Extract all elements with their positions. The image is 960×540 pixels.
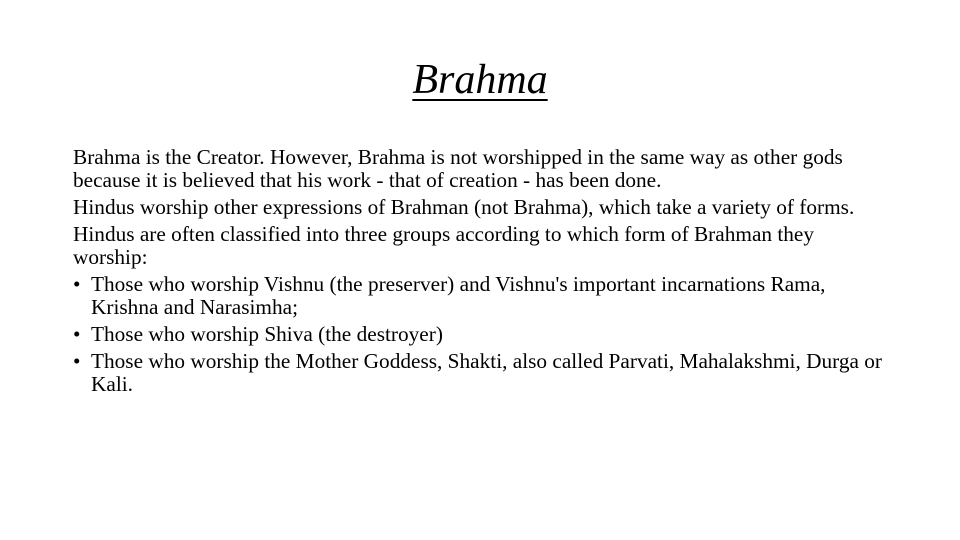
bullet-item-shakti [73, 350, 883, 396]
bullet-list [73, 273, 883, 396]
paragraph-creator: Brahma is the Creator. However, Brahma is not worshipped in the same way as other gods because it is believed that his work - that of creation - has been done. [73, 145, 843, 192]
slide-body [73, 146, 883, 400]
bullet-dot-icon: • [73, 349, 81, 373]
paragraph-brahman-expressions: Hindus worship other expressions of Brahman (not Brahma), which take a variety of forms. [73, 195, 855, 219]
slide-title: Brahma [412, 57, 548, 103]
bullet-item-shiva [73, 323, 883, 346]
bullet-text-vishnu: Those who worship Vishnu (the preserver) and Vishnu's important incarnations Rama, Krishna and Narasimha; [91, 272, 826, 319]
bullet-item-vishnu [73, 273, 883, 319]
bullet-dot-icon: • [73, 272, 81, 296]
bullet-dot-icon: • [73, 322, 81, 346]
bullet-text-shiva: Those who worship Shiva (the destroyer) [91, 322, 443, 346]
paragraph-three-groups: Hindus are often classified into three groups according to which form of Brahman they worship: [73, 222, 815, 269]
bullet-text-shakti: Those who worship the Mother Goddess, Shakti, also called Parvati, Mahalakshmi, Durga or Kali. [91, 349, 883, 396]
